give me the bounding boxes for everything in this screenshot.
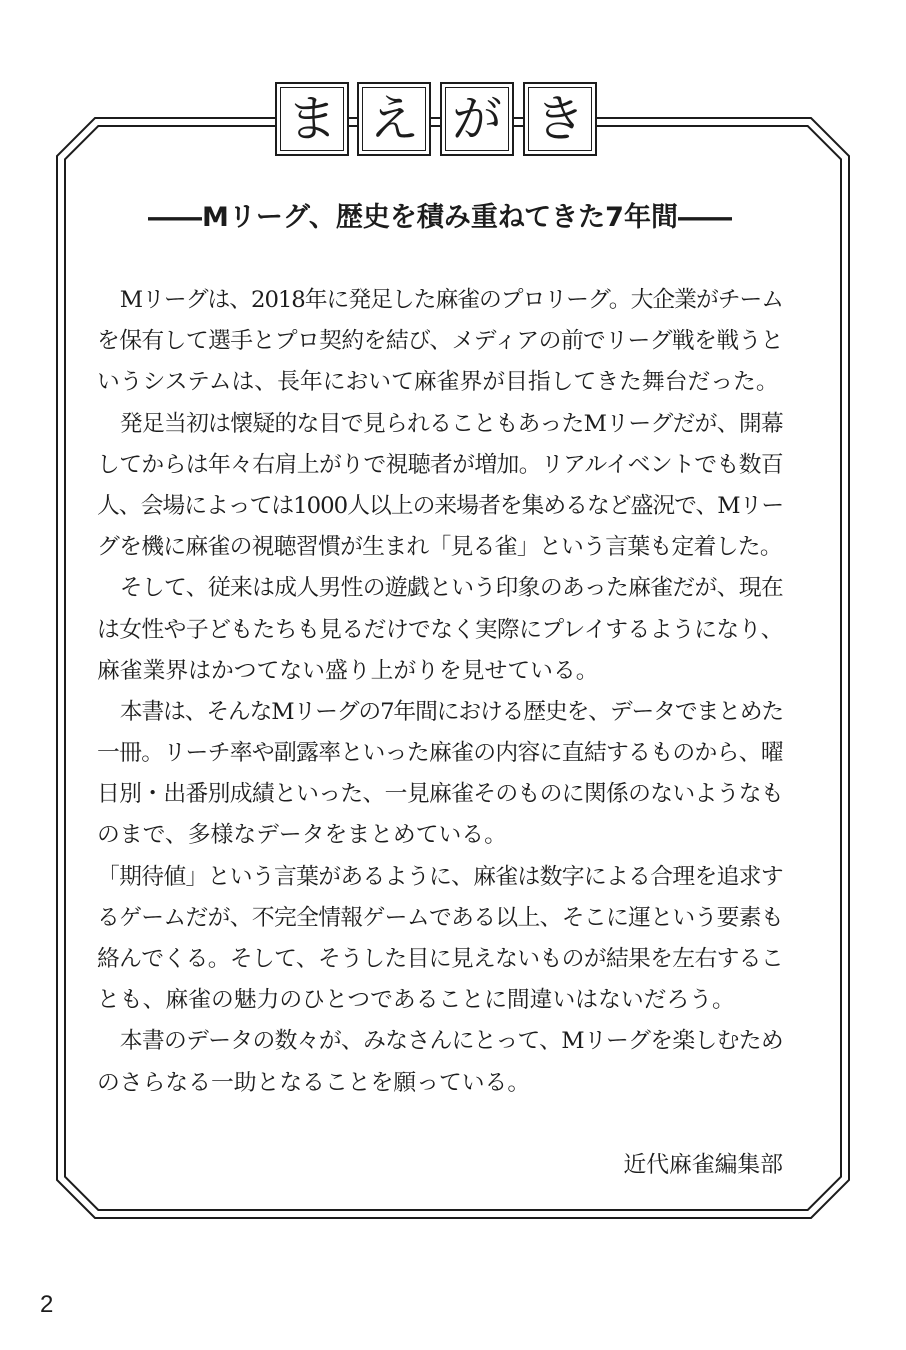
paragraph — [97, 692, 783, 857]
body-line: のさらなる一助となることを願っている。 — [97, 1069, 531, 1096]
title-char: が — [452, 90, 502, 148]
paragraph — [97, 1021, 783, 1103]
body-line: 絡んでくる。そして、そうした目に見えないものが結果を左右するこ — [97, 946, 783, 972]
paragraph — [97, 404, 783, 569]
body-line: 一冊。リーチ率や副露率といった麻雀の内容に直結するものから、曜 — [97, 740, 783, 767]
body-line: Mリーグは、2018年に発足した麻雀のプロリーグ。大企業がチーム — [119, 287, 783, 313]
title-char: き — [535, 90, 585, 148]
body-line: とも、麻雀の魅力のひとつであることに間違いはないだろう。 — [97, 987, 735, 1014]
title-box — [523, 82, 597, 156]
body-line: は女性や子どもたちも見るだけでなく実際にプレイするようになり、 — [97, 616, 783, 643]
body-line: 発足当初は懐疑的な目で見られることもあったMリーグだが、開幕 — [119, 410, 784, 437]
title-char: え — [369, 90, 419, 148]
paragraph — [97, 280, 783, 404]
paragraph — [97, 568, 783, 692]
body-line: 本書のデータの数々が、みなさんにとって、Mリーグを楽しむため — [119, 1028, 783, 1055]
body-line: 本書は、そんなMリーグの7年間における歴史を、データでまとめた — [119, 698, 783, 725]
title-box — [440, 82, 514, 156]
signature: 近代麻雀編集部 — [623, 1152, 783, 1178]
subtitle: ――Mリーグ、歴史を積み重ねてきた7年間―― — [148, 202, 732, 233]
body-line: のまで、多様なデータをまとめている。 — [97, 822, 507, 849]
body-line: グを機に麻雀の視聴習慣が生まれ「見る雀」という言葉も定着した。 — [97, 534, 783, 561]
body-text — [97, 280, 783, 1104]
paragraph — [97, 857, 783, 1022]
body-line: を保有して選手とプロ契約を結び、メディアの前でリーグ戦を戦うと — [97, 328, 783, 355]
body-line: 日別・出番別成績といった、一見麻雀そのものに関係のないようなも — [97, 781, 783, 808]
body-line: 麻雀業界はかつてない盛り上がりを見せている。 — [97, 657, 599, 684]
body-line: 人、会場によっては1000人以上の来場者を集めるなど盛況で、Mリー — [97, 492, 784, 519]
body-line: いうシステムは、長年において麻雀界が目指してきた舞台だった。 — [97, 369, 779, 396]
title-box — [275, 82, 349, 156]
title-char: ま — [287, 90, 337, 148]
page-number: 2 — [40, 1291, 54, 1318]
body-line: そして、従来は成人男性の遊戯という印象のあった麻雀だが、現在 — [119, 575, 783, 602]
body-line: してからは年々右肩上がりで視聴者が増加。リアルイベントでも数百 — [97, 451, 784, 478]
body-line: 「期待値」という言葉があるように、麻雀は数字による合理を追求す — [97, 863, 783, 890]
body-line: るゲームだが、不完全情報ゲームである以上、そこに運という要素も — [97, 904, 783, 931]
title-box — [357, 82, 431, 156]
